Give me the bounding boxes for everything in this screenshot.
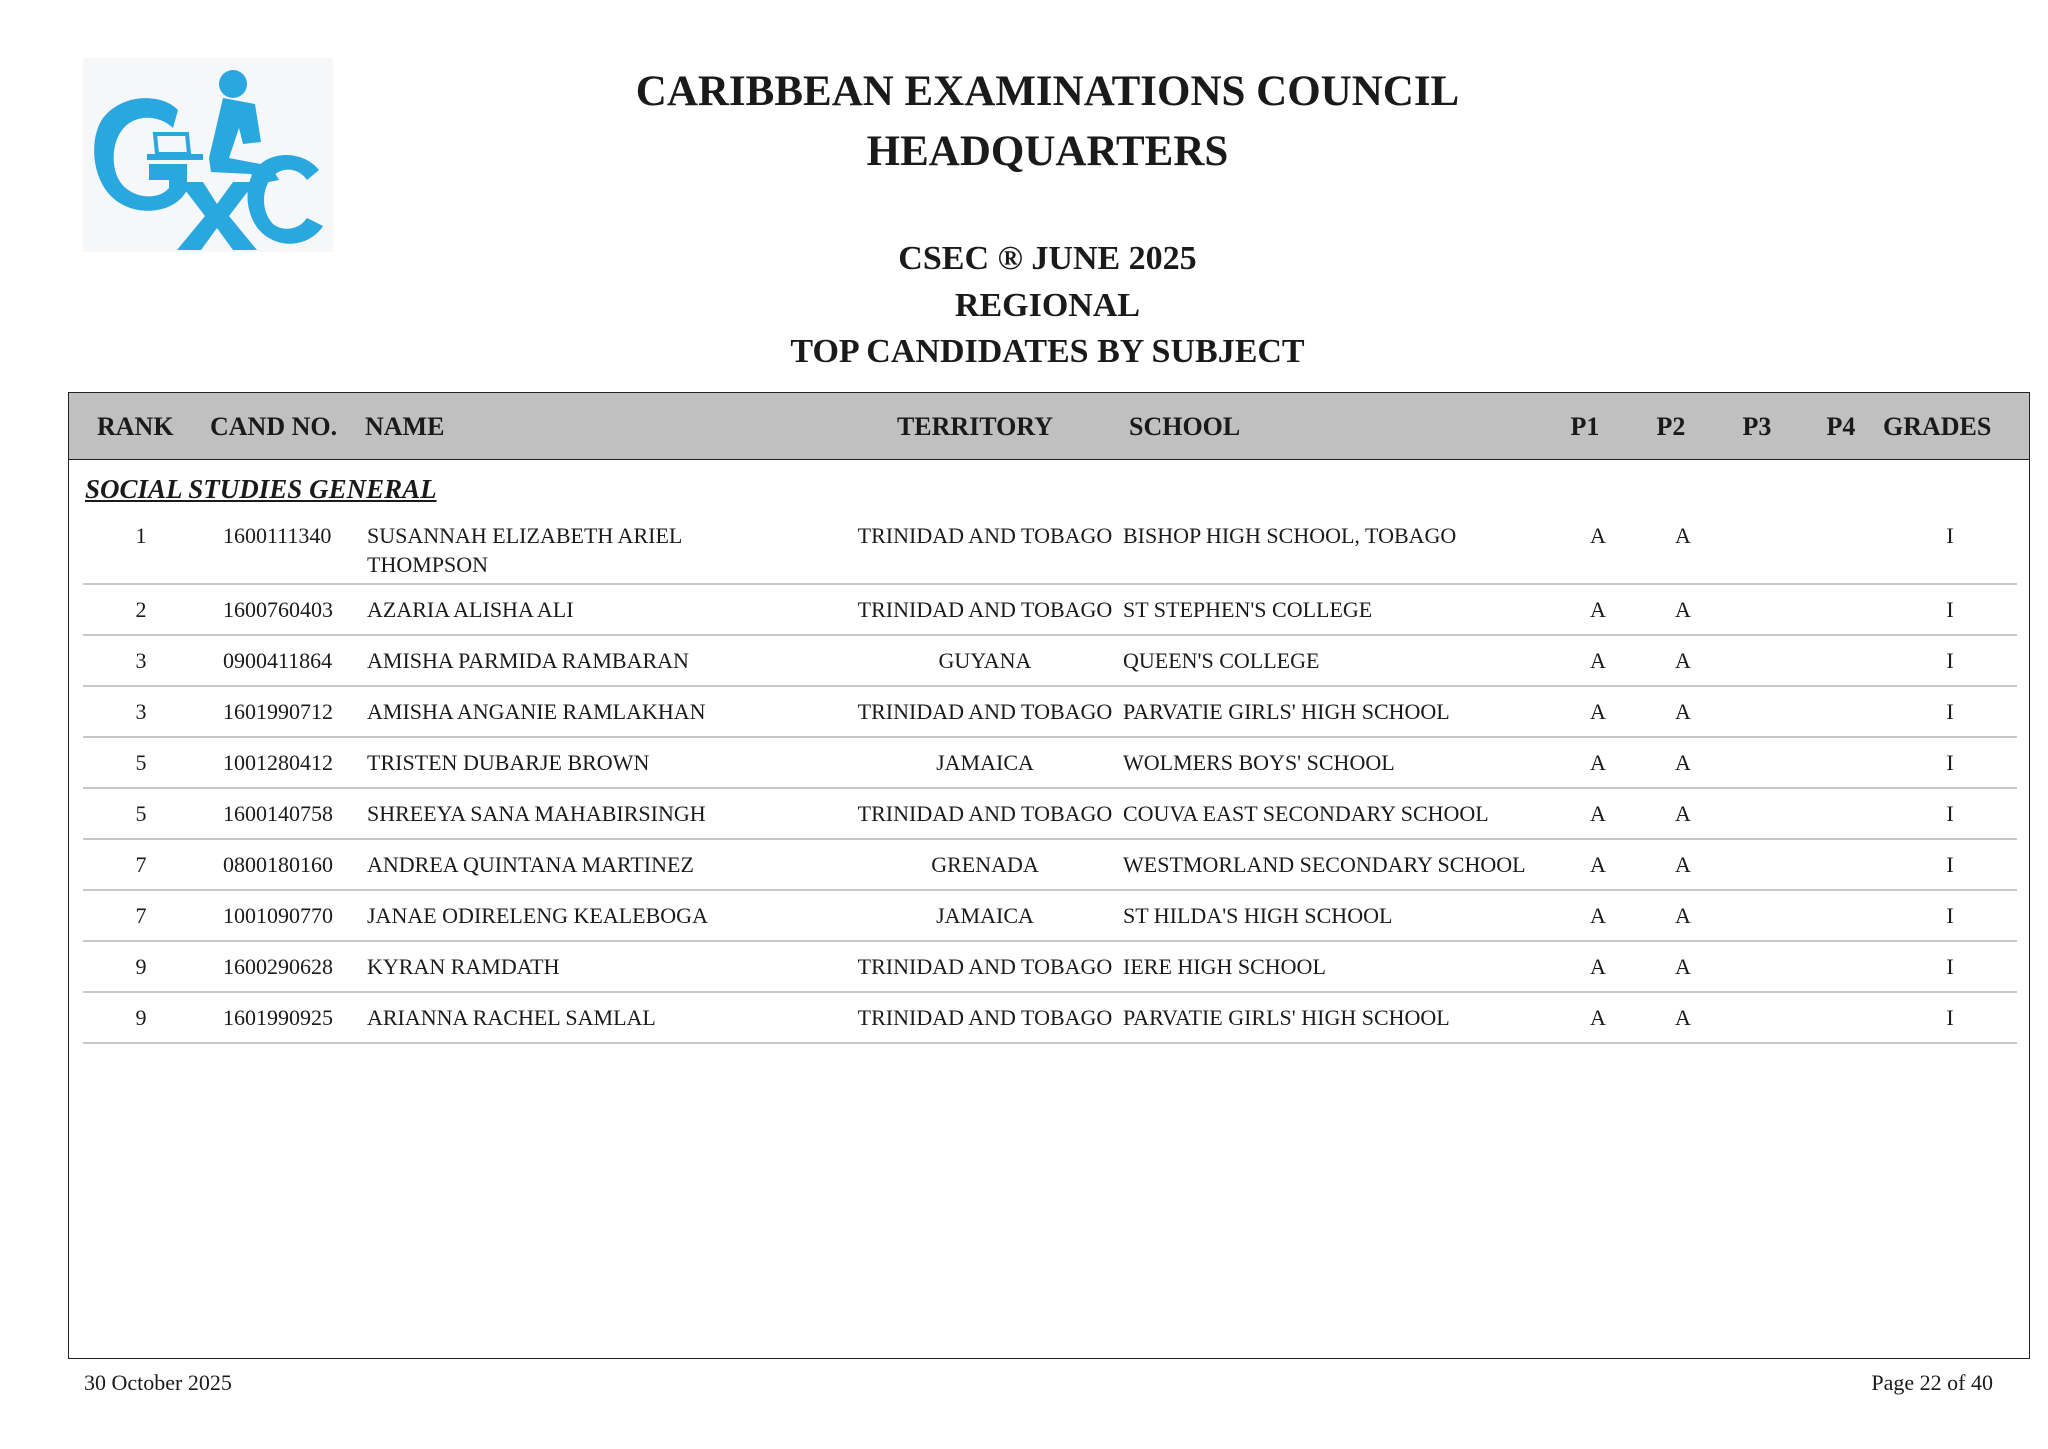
cand-no-cell: 1600760403 xyxy=(223,597,333,622)
p2-cell: A xyxy=(1675,954,1691,979)
cand-no-cell: 1600290628 xyxy=(223,954,333,979)
name-cell: ANDREA QUINTANA MARTINEZ xyxy=(367,852,694,877)
name-cell: AMISHA ANGANIE RAMLAKHAN xyxy=(367,699,706,724)
p1-cell: A xyxy=(1590,699,1606,724)
cand-no-cell: 0900411864 xyxy=(223,648,333,673)
grade-cell: I xyxy=(1946,852,1954,877)
grade-cell: I xyxy=(1946,523,1954,548)
table-row xyxy=(83,993,2017,1044)
territory-cell: TRINIDAD AND TOBAGO xyxy=(857,801,1113,826)
p1-cell: A xyxy=(1590,1005,1606,1030)
school-cell: ST HILDA'S HIGH SCHOOL xyxy=(1123,903,1393,928)
p1-cell: A xyxy=(1590,750,1606,775)
territory-cell: TRINIDAD AND TOBAGO xyxy=(857,597,1113,622)
grade-cell: I xyxy=(1946,750,1954,775)
office-title: HEADQUARTERS xyxy=(866,128,1229,175)
table-row xyxy=(83,738,2017,789)
name-cell: AZARIA ALISHA ALI xyxy=(367,597,574,622)
territory-cell: JAMAICA xyxy=(936,903,1034,928)
p2-cell: A xyxy=(1675,750,1691,775)
grade-cell: I xyxy=(1946,1005,1954,1030)
grade-cell: I xyxy=(1946,903,1954,928)
table-row xyxy=(83,687,2017,738)
p2-cell: A xyxy=(1675,1005,1691,1030)
grade-cell: I xyxy=(1946,648,1954,673)
name-cell: AMISHA PARMIDA RAMBARAN xyxy=(367,648,689,673)
report-title: TOP CANDIDATES BY SUBJECT xyxy=(790,333,1305,370)
school-cell: WESTMORLAND SECONDARY SCHOOL xyxy=(1123,852,1526,877)
territory-cell: TRINIDAD AND TOBAGO xyxy=(857,1005,1113,1030)
cand-no-cell: 1601990925 xyxy=(223,1005,333,1030)
column-header-p4: P4 xyxy=(1826,412,1856,441)
name-cell: SHREEYA SANA MAHABIRSINGH xyxy=(367,801,706,826)
p2-cell: A xyxy=(1675,903,1691,928)
rank-cell: 9 xyxy=(135,1005,147,1030)
table-row xyxy=(83,840,2017,891)
grade-cell: I xyxy=(1946,699,1954,724)
p1-cell: A xyxy=(1590,852,1606,877)
school-cell: IERE HIGH SCHOOL xyxy=(1123,954,1326,979)
rank-cell: 5 xyxy=(135,801,147,826)
territory-cell: GRENADA xyxy=(931,852,1039,877)
column-header-rank: RANK xyxy=(97,412,174,441)
p2-cell: A xyxy=(1675,801,1691,826)
school-cell: ST STEPHEN'S COLLEGE xyxy=(1123,597,1373,622)
grade-cell: I xyxy=(1946,597,1954,622)
cand-no-cell: 0800180160 xyxy=(223,852,333,877)
region-title: REGIONAL xyxy=(954,287,1141,324)
name-cell: SUSANNAH ELIZABETH ARIEL THOMPSON xyxy=(367,523,682,577)
name-cell: ARIANNA RACHEL SAMLAL xyxy=(367,1005,656,1030)
territory-cell: GUYANA xyxy=(938,648,1032,673)
subject-heading: SOCIAL STUDIES GENERAL xyxy=(85,474,437,504)
grade-cell: I xyxy=(1946,954,1954,979)
rank-cell: 7 xyxy=(135,852,147,877)
column-header-territory: TERRITORY xyxy=(896,412,1054,441)
p1-cell: A xyxy=(1590,597,1606,622)
p1-cell: A xyxy=(1590,523,1606,548)
p2-cell: A xyxy=(1675,597,1691,622)
cand-no-cell: 1601990712 xyxy=(223,699,333,724)
column-header-grades: GRADES xyxy=(1883,412,1992,441)
rank-cell: 9 xyxy=(135,954,147,979)
territory-cell: TRINIDAD AND TOBAGO xyxy=(857,954,1113,979)
grade-cell: I xyxy=(1946,801,1954,826)
p2-cell: A xyxy=(1675,699,1691,724)
name-cell: KYRAN RAMDATH xyxy=(367,954,560,979)
rank-cell: 7 xyxy=(135,903,147,928)
organization-title: CARIBBEAN EXAMINATIONS COUNCIL xyxy=(635,68,1460,115)
p1-cell: A xyxy=(1590,801,1606,826)
cand-no-cell: 1600111340 xyxy=(223,523,332,548)
table-row xyxy=(83,891,2017,942)
name-cell: TRISTEN DUBARJE BROWN xyxy=(367,750,650,775)
column-header-name: NAME xyxy=(365,412,445,441)
cand-no-cell: 1001090770 xyxy=(223,903,333,928)
school-cell: WOLMERS BOYS' SCHOOL xyxy=(1123,750,1395,775)
column-header-p3: P3 xyxy=(1742,412,1772,441)
results-table xyxy=(68,392,2030,1359)
p2-cell: A xyxy=(1675,648,1691,673)
column-header-cand-no: CAND NO. xyxy=(210,412,338,441)
school-cell: COUVA EAST SECONDARY SCHOOL xyxy=(1123,801,1489,826)
name-cell: JANAE ODIRELENG KEALEBOGA xyxy=(367,903,708,928)
school-cell: PARVATIE GIRLS' HIGH SCHOOL xyxy=(1123,1005,1450,1030)
table-row xyxy=(83,789,2017,840)
table-row xyxy=(83,942,2017,993)
table-row xyxy=(83,585,2017,636)
page-number: Page 22 of 40 xyxy=(1871,1370,1993,1395)
footer-date: 30 October 2025 xyxy=(84,1370,232,1395)
p1-cell: A xyxy=(1590,648,1606,673)
school-cell: PARVATIE GIRLS' HIGH SCHOOL xyxy=(1123,699,1450,724)
cand-no-cell: 1001280412 xyxy=(223,750,333,775)
school-cell: BISHOP HIGH SCHOOL, TOBAGO xyxy=(1123,523,1457,548)
rank-cell: 2 xyxy=(135,597,147,622)
territory-cell: JAMAICA xyxy=(936,750,1034,775)
rank-cell: 3 xyxy=(135,648,147,673)
table-header xyxy=(69,393,2029,460)
territory-cell: TRINIDAD AND TOBAGO xyxy=(857,523,1113,548)
rank-cell: 1 xyxy=(135,523,147,548)
column-header-school: SCHOOL xyxy=(1129,412,1241,441)
cand-no-cell: 1600140758 xyxy=(223,801,333,826)
rank-cell: 5 xyxy=(135,750,147,775)
territory-cell: TRINIDAD AND TOBAGO xyxy=(857,699,1113,724)
column-header-p2: P2 xyxy=(1656,412,1686,441)
p2-cell: A xyxy=(1675,852,1691,877)
column-header-p1: P1 xyxy=(1570,412,1600,441)
p2-cell: A xyxy=(1675,523,1691,548)
p1-cell: A xyxy=(1590,903,1606,928)
school-cell: QUEEN'S COLLEGE xyxy=(1123,648,1320,673)
p1-cell: A xyxy=(1590,954,1606,979)
exam-title: CSEC ® JUNE 2025 xyxy=(898,240,1197,277)
table-row xyxy=(83,636,2017,687)
table-row xyxy=(83,511,2017,585)
rank-cell: 3 xyxy=(135,699,147,724)
